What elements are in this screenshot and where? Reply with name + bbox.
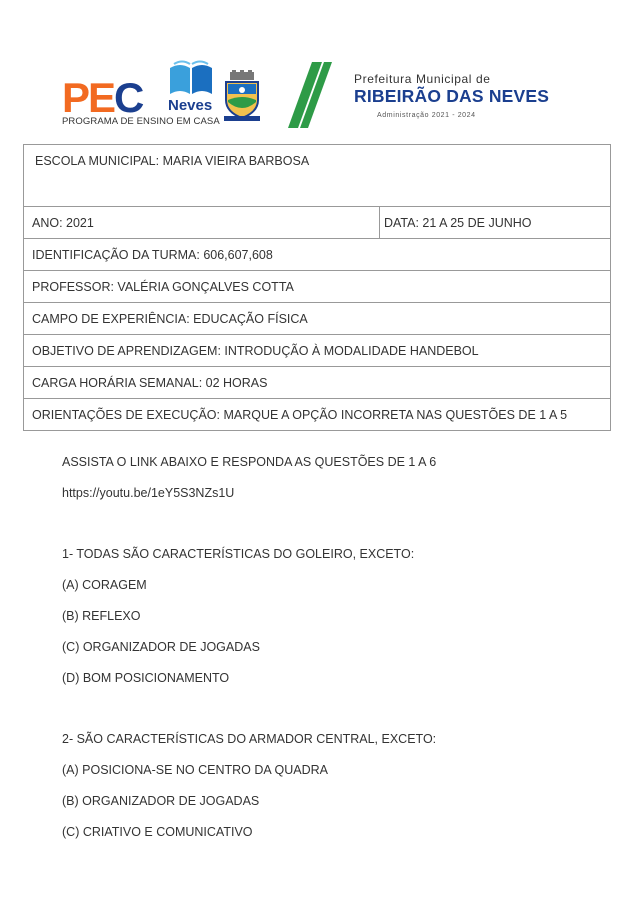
school-name: ESCOLA MUNICIPAL: MARIA VIEIRA BARBOSA <box>24 145 611 207</box>
table-row <box>24 239 611 271</box>
table-row <box>24 367 611 399</box>
q1-option-c: (C) ORGANIZADOR DE JOGADAS <box>62 640 260 654</box>
table-row <box>24 335 611 367</box>
table-row <box>24 207 611 239</box>
teacher-name: PROFESSOR: VALÉRIA GONÇALVES COTTA <box>24 271 611 303</box>
table-row <box>24 271 611 303</box>
question-1: 1- TODAS SÃO CARACTERÍSTICAS DO GOLEIRO, EXCETO: <box>62 547 415 561</box>
execution-instructions: ORIENTAÇÕES DE EXECUÇÃO: MARQUE A OPÇÃO INCORRETA NAS QUESTÕES DE 1 A 5 <box>24 399 611 431</box>
q2-option-b: (B) ORGANIZADOR DE JOGADAS <box>62 794 260 808</box>
week-date: DATA: 21 A 25 DE JUNHO <box>380 207 611 239</box>
q1-option-a: (A) CORAGEM <box>62 578 147 592</box>
q1-option-d: (D) BOM POSICIONAMENTO <box>62 671 230 685</box>
prefeitura-label: Prefeitura Municipal de <box>354 72 491 86</box>
weekly-workload: CARGA HORÁRIA SEMANAL: 02 HORAS <box>24 367 611 399</box>
pec-subtitle: PROGRAMA DE ENSINO EM CASA <box>62 116 220 127</box>
city-name: RIBEIRÃO DAS NEVES <box>354 86 550 106</box>
question-2: 2- SÃO CARACTERÍSTICAS DO ARMADOR CENTRAL, EXCETO: <box>62 732 437 746</box>
document-header <box>0 0 640 140</box>
q2-option-c: (C) CRIATIVO E COMUNICATIVO <box>62 825 253 839</box>
city-crest-icon <box>220 70 264 122</box>
pec-letter: P <box>62 78 89 118</box>
class-identification: IDENTIFICAÇÃO DA TURMA: 606,607,608 <box>24 239 611 271</box>
pec-letter: C <box>114 78 143 118</box>
administration-label: Administração 2021 - 2024 <box>377 112 476 119</box>
pec-neves-word: Neves <box>168 97 213 114</box>
pec-letter: E <box>88 78 115 118</box>
svg-text:PEC <box>62 78 144 118</box>
q2-option-a: (A) POSICIONA-SE NO CENTRO DA QUADRA <box>62 763 329 777</box>
pec-logo <box>62 78 182 118</box>
books-icon <box>166 60 216 98</box>
table-row <box>24 303 611 335</box>
experience-field: CAMPO DE EXPERIÊNCIA: EDUCAÇÃO FÍSICA <box>24 303 611 335</box>
table-row <box>24 399 611 431</box>
table-row <box>24 145 611 207</box>
school-year: ANO: 2021 <box>24 207 380 239</box>
q1-option-b: (B) REFLEXO <box>62 609 141 623</box>
intro-text: ASSISTA O LINK ABAIXO E RESPONDA AS QUESTÕES DE 1 A 6 <box>62 455 437 469</box>
school-info-table <box>23 144 611 431</box>
green-stripes-logo <box>288 62 332 128</box>
video-link[interactable]: https://youtu.be/1eY5S3NZs1U <box>62 486 235 500</box>
learning-objective: OBJETIVO DE APRENDIZAGEM: INTRODUÇÃO À MODALIDADE HANDEBOL <box>24 335 611 367</box>
